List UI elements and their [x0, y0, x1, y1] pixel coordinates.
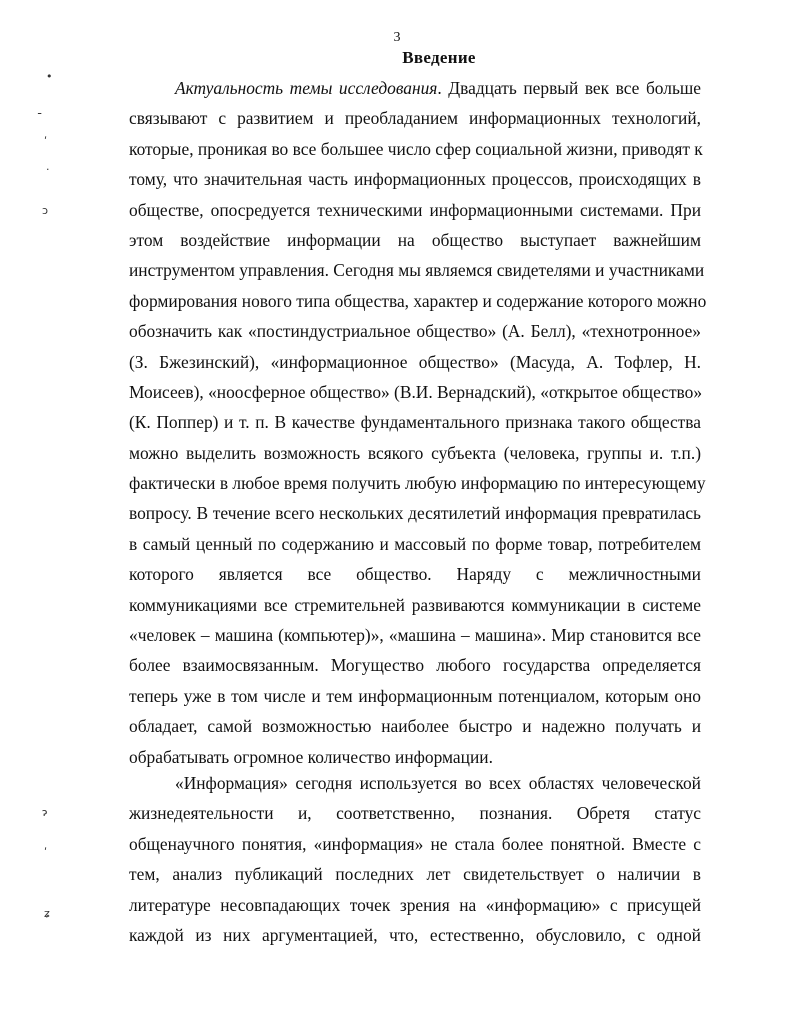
text-line: тому, что значительная часть информационных процессов, происходящих в: [129, 169, 701, 190]
text-line: тем, анализ публикаций последних лет свидетельствует о наличии в: [129, 864, 701, 885]
text-line: теперь уже в том числе и тем информационным потенциалом, которым оно: [129, 685, 701, 706]
text-line: которого является все общество. Наряду с межличностными: [129, 564, 701, 585]
scan-speck: ·: [46, 163, 50, 176]
paragraph-1: [129, 73, 707, 772]
text-line: вопросу. В течение всего нескольких десятилетий информация превратилась: [129, 503, 701, 524]
text-line: которые, проникая во все большее число сфер социальной жизни, приводят к: [129, 138, 703, 159]
text-line: более взаимосвязанным. Могущество любого государства определяется: [129, 655, 701, 676]
scan-speck: ـ: [38, 104, 42, 117]
text-line: каждой из них аргументацией, что, естественно, обусловило, с одной: [129, 924, 701, 945]
text-line: можно выделить возможность всякого субъекта (человека, группы и. т.п.): [129, 442, 701, 463]
text-line: общенаучного понятия, «информация» не стала более понятной. Вместе с: [129, 833, 701, 854]
text-line: фактически в любое время получить любую информацию по интересующему: [129, 473, 706, 494]
text-line: обладает, самой возможностью наиболее быстро и надежно получать и: [129, 716, 701, 737]
scan-speck: •: [46, 70, 53, 83]
text-line: Моисеев), «ноосферное общество» (В.И. Вернадский), «открытое общество»: [129, 381, 703, 402]
text-line: [129, 73, 701, 103]
scan-speck: ɔ: [42, 204, 49, 217]
scan-speck: ʹ: [44, 135, 48, 148]
text-line: этом воздействие информации на общество выступает важнейшим: [129, 229, 701, 250]
text-line: обществе, опосредуется техническими информационными системами. При: [129, 199, 701, 220]
text-line: (З. Бжезинский), «информационное общество» (Масуда, А. Тофлер, Н.: [129, 351, 701, 372]
text-line: обрабатывать огромное количество информации.: [129, 746, 493, 767]
text-line: связывают с развитием и преобладанием информационных технологий,: [129, 108, 701, 129]
text-line: в самый ценный по содержанию и массовый по форме товар, потребителем: [129, 533, 701, 554]
text-line: «человек – машина (компьютер)», «машина – машина». Мир становится все: [129, 625, 701, 646]
text-line: формирования нового типа общества, характер и содержание которого можно: [129, 290, 707, 311]
page-heading: Введение: [402, 48, 476, 67]
italic-lead: Актуальность темы исследования: [175, 78, 438, 98]
scan-speck: ʑ: [44, 907, 50, 920]
scan-speck: ʹ: [44, 846, 48, 859]
text-line: литературе несовпадающих точек зрения на «информацию» с присущей: [129, 894, 701, 915]
text-line: (К. Поппер) и т. п. В качестве фундаментального признака такого общества: [129, 412, 701, 433]
page-number: 3: [393, 30, 401, 45]
text-line: жизнедеятельности и, соответственно, познания. Обретя статус: [129, 803, 701, 824]
text-line: инструментом управления. Сегодня мы являемся свидетелями и участниками: [129, 260, 705, 281]
text-line-rest: . Двадцать первый век все больше: [437, 78, 701, 98]
scan-speck: ɂ: [42, 806, 48, 819]
text-line: коммуникациями все стремительней развиваются коммуникации в системе: [129, 594, 701, 615]
text-line: «Информация» сегодня используется во всех областях человеческой: [175, 773, 701, 793]
paragraph-2: [129, 768, 701, 950]
text-line: обозначить как «постиндустриальное общество» (А. Белл), «технотронное»: [129, 321, 701, 342]
